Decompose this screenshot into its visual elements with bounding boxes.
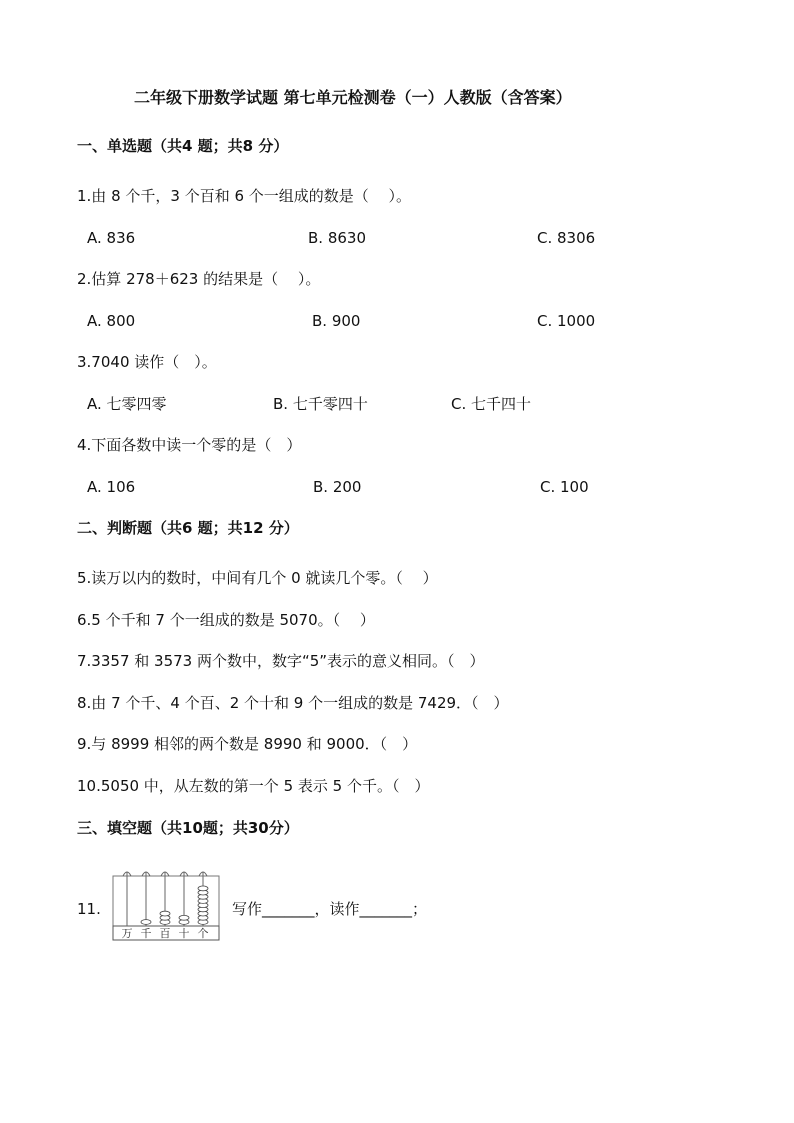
question: 6.5 个千和 7 个一组成的数是 5070。（ ） bbox=[77, 611, 375, 629]
option: A. 800 bbox=[87, 312, 136, 330]
question: 5.读万以内的数时，中间有几个 0 就读几个零。（ ） bbox=[77, 569, 438, 587]
question-number: 11. bbox=[77, 900, 101, 918]
option: A. 836 bbox=[87, 229, 136, 247]
question: 7.3357 和 3573 两个数中，数字“5”表示的意义相同。（ ） bbox=[77, 652, 485, 670]
question: 写作_______，读作_______； bbox=[232, 900, 428, 918]
section-heading: 一、单选题（共4 题；共8 分） bbox=[77, 137, 289, 155]
option: C. 8306 bbox=[537, 229, 596, 247]
option: A. 106 bbox=[87, 478, 136, 496]
abacus-image bbox=[110, 866, 222, 942]
option: C. 七千四十 bbox=[451, 395, 532, 413]
question: 3.7040 读作（ ）。 bbox=[77, 353, 217, 371]
option: B. 200 bbox=[313, 478, 362, 496]
question: 10.5050 中，从左数的第一个 5 表示 5 个千。（ ） bbox=[77, 777, 430, 795]
abacus-bead bbox=[198, 886, 208, 891]
option: B. 七千零四十 bbox=[273, 395, 368, 413]
question: 9.与 8999 相邻的两个数是 8990 和 9000．（ ） bbox=[77, 735, 418, 753]
abacus-label: 十 bbox=[178, 927, 190, 940]
option: B. 8630 bbox=[308, 229, 367, 247]
abacus-bead bbox=[179, 915, 189, 920]
section-heading: 二、判断题（共6 题；共12 分） bbox=[77, 519, 299, 537]
option: C. 100 bbox=[540, 478, 589, 496]
question: 2.估算 278＋623 的结果是（ ）。 bbox=[77, 270, 321, 288]
question: 8.由 7 个千、4 个百、2 个十和 9 个一组成的数是 7429．（ ） bbox=[77, 694, 509, 712]
abacus-bead bbox=[141, 920, 151, 925]
option: B. 900 bbox=[312, 312, 361, 330]
option: A. 七零四零 bbox=[87, 395, 167, 413]
page-title: 二年级下册数学试题 第七单元检测卷（一）人教版（含答案） bbox=[134, 88, 572, 107]
question: 4.下面各数中读一个零的是（ ） bbox=[77, 436, 302, 454]
abacus-label: 千 bbox=[140, 927, 152, 940]
abacus-label: 万 bbox=[121, 927, 133, 940]
abacus-label: 百 bbox=[159, 927, 171, 940]
question: 1.由 8 个千，3 个百和 6 个一组成的数是（ ）。 bbox=[77, 187, 412, 205]
abacus-label: 个 bbox=[197, 927, 209, 940]
section-heading: 三、填空题（共10题；共30分） bbox=[77, 819, 299, 837]
option: C. 1000 bbox=[537, 312, 596, 330]
abacus-bead bbox=[160, 911, 170, 916]
